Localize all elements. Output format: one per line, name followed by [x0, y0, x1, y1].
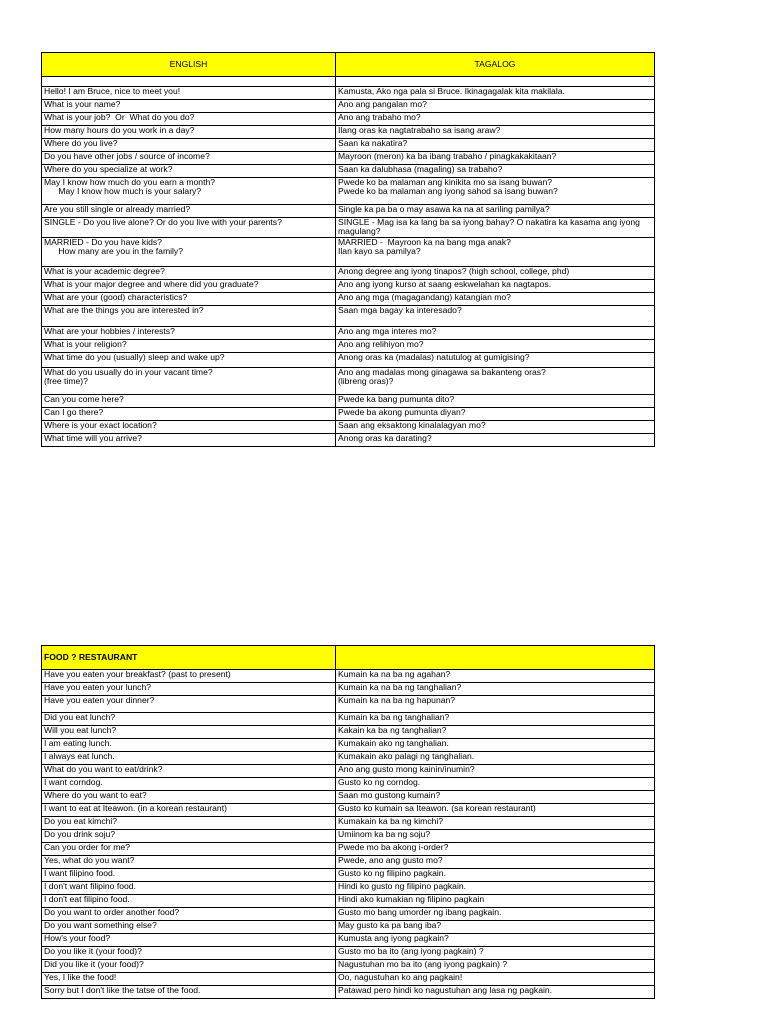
- table-row: [42, 367, 655, 394]
- tagalog-cell[interactable]: Hindi ko gusto ng filipino pagkain.: [336, 882, 655, 895]
- tagalog-cell[interactable]: Ano ang mga (magagandang) katangian mo?: [336, 292, 655, 305]
- tagalog-cell[interactable]: Ano ang iyong kurso at saang eskwelahan ka nagtapos.: [336, 279, 655, 292]
- tagalog-cell[interactable]: Ano ang relihiyon mo?: [336, 339, 655, 352]
- english-cell[interactable]: May I know how much do you earn a month? May I know how much is your salary?: [42, 178, 336, 205]
- table-row: [42, 947, 655, 960]
- table-row: [42, 113, 655, 126]
- tagalog-cell[interactable]: Hindi ako kumakian ng filipino pagkain: [336, 895, 655, 908]
- tagalog-cell[interactable]: Kumusta ang iyong pagkain?: [336, 934, 655, 947]
- english-cell[interactable]: Where is your exact location?: [42, 420, 336, 433]
- table-row: [42, 908, 655, 921]
- table-row: [42, 817, 655, 830]
- table-row: [42, 778, 655, 791]
- tagalog-cell[interactable]: Saan mga bagay ka interesado?: [336, 305, 655, 326]
- tagalog-cell[interactable]: Gusto ko kumain sa Iteawon. (sa korean restaurant): [336, 804, 655, 817]
- english-cell[interactable]: Hello! I am Bruce, nice to meet you!: [42, 87, 336, 100]
- english-cell[interactable]: Do you want to order another food?: [42, 908, 336, 921]
- table-row: [42, 352, 655, 367]
- english-cell[interactable]: I don't want filipino food.: [42, 882, 336, 895]
- header-row: [42, 646, 655, 670]
- english-cell[interactable]: What is your academic degree?: [42, 266, 336, 279]
- tagalog-cell[interactable]: Oo, nagustuhan ko ang pagkain!: [336, 973, 655, 986]
- english-cell[interactable]: Where do you live?: [42, 139, 336, 152]
- table-row: [42, 279, 655, 292]
- english-cell[interactable]: What is your religion?: [42, 339, 336, 352]
- table-row: [42, 973, 655, 986]
- english-cell[interactable]: What are your (good) characteristics?: [42, 292, 336, 305]
- english-cell[interactable]: Have you eaten your dinner?: [42, 696, 336, 713]
- english-cell[interactable]: Do you eat kimchi?: [42, 817, 336, 830]
- header-food-restaurant[interactable]: FOOD ? RESTAURANT: [42, 646, 336, 670]
- tagalog-cell[interactable]: Gusto ko ng filipino pagkain.: [336, 869, 655, 882]
- english-cell[interactable]: Will you eat lunch?: [42, 726, 336, 739]
- table-row: [42, 765, 655, 778]
- english-cell[interactable]: What do you usually do in your vacant time? (free time)?: [42, 367, 336, 394]
- table-row: [42, 670, 655, 683]
- table-row: [42, 407, 655, 420]
- english-cell[interactable]: What time will you arrive?: [42, 433, 336, 446]
- english-cell[interactable]: What are the things you are interested in?: [42, 305, 336, 326]
- english-cell[interactable]: What is your job? Or What do you do?: [42, 113, 336, 126]
- english-cell[interactable]: I want filipino food.: [42, 869, 336, 882]
- tagalog-cell[interactable]: Ano ang trabaho mo?: [336, 113, 655, 126]
- tagalog-cell[interactable]: Patawad pero hindi ko nagustuhan ang lasa ng pagkain.: [336, 986, 655, 999]
- tagalog-cell[interactable]: Kumain ka na ba ng tanghalian?: [336, 683, 655, 696]
- english-cell[interactable]: How's your food?: [42, 934, 336, 947]
- table-row: [42, 882, 655, 895]
- blank-cell[interactable]: [336, 77, 655, 87]
- table-row: [42, 791, 655, 804]
- table-row: [42, 87, 655, 100]
- english-cell[interactable]: I am eating lunch.: [42, 739, 336, 752]
- tagalog-cell[interactable]: Mayroon (meron) ka ba ibang trabaho / pinagkakakitaan?: [336, 152, 655, 165]
- english-cell[interactable]: Where do you specialize at work?: [42, 165, 336, 178]
- tagalog-cell[interactable]: Kumain ka na ba ng hapunan?: [336, 696, 655, 713]
- table-row: [42, 960, 655, 973]
- english-cell[interactable]: Have you eaten your lunch?: [42, 683, 336, 696]
- blank-cell[interactable]: [42, 77, 336, 87]
- table-row: [42, 986, 655, 999]
- table-row: [42, 266, 655, 279]
- english-cell[interactable]: Can you come here?: [42, 394, 336, 407]
- blank-row: [42, 77, 655, 87]
- tagalog-cell[interactable]: Anong degree ang iyong tinapos? (high school, college, phd): [336, 266, 655, 279]
- tagalog-cell[interactable]: Kumain ka na ba ng agahan?: [336, 670, 655, 683]
- table-row: [42, 237, 655, 266]
- tagalog-cell[interactable]: Pwede mo ba akong i-order?: [336, 843, 655, 856]
- tagalog-cell[interactable]: Ano ang gusto mong kainin/inumin?: [336, 765, 655, 778]
- tagalog-cell[interactable]: Nagustuhan mo ba ito (ang iyong pagkain) ?: [336, 960, 655, 973]
- english-cell[interactable]: What do you want to eat/drink?: [42, 765, 336, 778]
- header-tagalog[interactable]: TAGALOG: [336, 53, 655, 77]
- english-cell[interactable]: Are you still single or already married?: [42, 205, 336, 218]
- english-cell[interactable]: Where do you want to eat?: [42, 791, 336, 804]
- table-row: [42, 895, 655, 908]
- table-row: [42, 433, 655, 446]
- english-cell[interactable]: Did you eat lunch?: [42, 713, 336, 726]
- tagalog-cell[interactable]: Umiinom ka ba ng soju?: [336, 830, 655, 843]
- table-row: [42, 739, 655, 752]
- table-row: [42, 696, 655, 713]
- table-row: [42, 830, 655, 843]
- tagalog-cell[interactable]: May gusto ka pa bang iba?: [336, 921, 655, 934]
- english-cell[interactable]: Yes, what do you want?: [42, 856, 336, 869]
- english-cell[interactable]: Do you want something else?: [42, 921, 336, 934]
- header-row: [42, 53, 655, 77]
- table-row: [42, 326, 655, 339]
- tagalog-cell[interactable]: Pwede ka bang pumunta dito?: [336, 394, 655, 407]
- table-row: [42, 752, 655, 765]
- english-cell[interactable]: Do you have other jobs / source of income?: [42, 152, 336, 165]
- tagalog-cell[interactable]: Anong oras ka darating?: [336, 433, 655, 446]
- english-cell[interactable]: Can I go there?: [42, 407, 336, 420]
- table-row: [42, 305, 655, 326]
- header-blank[interactable]: [336, 646, 655, 670]
- english-cell[interactable]: I don't eat filipino food.: [42, 895, 336, 908]
- english-cell[interactable]: Did you like it (your food)?: [42, 960, 336, 973]
- table-row: [42, 139, 655, 152]
- table-row: [42, 178, 655, 205]
- english-cell[interactable]: SINGLE - Do you live alone? Or do you live with your parents?: [42, 218, 336, 238]
- tagalog-cell[interactable]: Pwede, ano ang gusto mo?: [336, 856, 655, 869]
- food-restaurant-phrase-table: [41, 645, 655, 999]
- tagalog-cell[interactable]: Ano ang mga interes mo?: [336, 326, 655, 339]
- tagalog-cell[interactable]: Pwede ba akong pumunta diyan?: [336, 407, 655, 420]
- table-row: [42, 100, 655, 113]
- tagalog-cell[interactable]: Kumain ka ba ng tanghalian?: [336, 713, 655, 726]
- tagalog-cell[interactable]: Saan mo gustong kumain?: [336, 791, 655, 804]
- tagalog-cell[interactable]: Saan ka nakatira?: [336, 139, 655, 152]
- table-row: [42, 292, 655, 305]
- english-cell[interactable]: Yes, I like the food!: [42, 973, 336, 986]
- table-row: [42, 339, 655, 352]
- tagalog-cell[interactable]: Kamusta, Ako nga pala si Bruce. Ikinagagalak kita makilala.: [336, 87, 655, 100]
- tagalog-cell[interactable]: Kakain ka ba ng tanghalian?: [336, 726, 655, 739]
- tagalog-cell[interactable]: Kumakain ako ng tanghalian.: [336, 739, 655, 752]
- header-english[interactable]: ENGLISH: [42, 53, 336, 77]
- tagalog-cell[interactable]: Ilang oras ka nagtatrabaho sa isang araw?: [336, 126, 655, 139]
- table-row: [42, 934, 655, 947]
- english-cell[interactable]: How many hours do you work in a day?: [42, 126, 336, 139]
- english-cell[interactable]: I always eat lunch.: [42, 752, 336, 765]
- english-cell[interactable]: What is your major degree and where did you graduate?: [42, 279, 336, 292]
- table-row: [42, 152, 655, 165]
- tagalog-cell[interactable]: Single ka pa ba o may asawa ka na at sariling pamilya?: [336, 205, 655, 218]
- english-cell[interactable]: MARRIED - Do you have kids? How many are you in the family?: [42, 237, 336, 266]
- table-row: [42, 205, 655, 218]
- english-cell[interactable]: What is your name?: [42, 100, 336, 113]
- english-cell[interactable]: What time do you (usually) sleep and wake up?: [42, 352, 336, 367]
- table-row: [42, 856, 655, 869]
- english-cell[interactable]: Do you like it (your food)?: [42, 947, 336, 960]
- tagalog-cell[interactable]: Kumakain ako palagi ng tanghalian.: [336, 752, 655, 765]
- table-row: [42, 843, 655, 856]
- english-tagalog-phrase-table: [41, 52, 655, 447]
- tagalog-cell[interactable]: Gusto mo bang umorder ng ibang pagkain.: [336, 908, 655, 921]
- tagalog-cell[interactable]: Saan ang eksaktong kinalalagyan mo?: [336, 420, 655, 433]
- tagalog-cell[interactable]: SINGLE - Mag isa ka lang ba sa iyong bahay? O nakatira ka kasama ang iyong magulang?: [336, 218, 655, 238]
- table-row: [42, 726, 655, 739]
- english-cell[interactable]: Do you drink soju?: [42, 830, 336, 843]
- table-row: [42, 921, 655, 934]
- tagalog-cell[interactable]: Pwede ko ba malaman ang kinikita mo sa isang buwan? Pwede ko ba malaman ang iyong sahod sa isang buwan?: [336, 178, 655, 205]
- tagalog-cell[interactable]: Gusto ko ng corndog.: [336, 778, 655, 791]
- english-cell[interactable]: What are your hobbies / interests?: [42, 326, 336, 339]
- table-row: [42, 713, 655, 726]
- table-row: [42, 126, 655, 139]
- table-row: [42, 420, 655, 433]
- table-row: [42, 804, 655, 817]
- english-cell[interactable]: Can you order for me?: [42, 843, 336, 856]
- tagalog-cell[interactable]: MARRIED - Mayroon ka na bang mga anak? Ilan kayo sa pamilya?: [336, 237, 655, 266]
- tagalog-cell[interactable]: Anong oras ka (madalas) natutulog at gumigising?: [336, 352, 655, 367]
- english-cell[interactable]: Have you eaten your breakfast? (past to present): [42, 670, 336, 683]
- english-cell[interactable]: I want corndog.: [42, 778, 336, 791]
- table-row: [42, 218, 655, 238]
- english-cell[interactable]: I want to eat at Iteawon. (in a korean restaurant): [42, 804, 336, 817]
- tagalog-cell[interactable]: Saan ka dalubhasa (magaling) sa trabaho?: [336, 165, 655, 178]
- tagalog-cell[interactable]: Ano ang pangalan mo?: [336, 100, 655, 113]
- english-cell[interactable]: Sorry but I don't like the tatse of the food.: [42, 986, 336, 999]
- table-row: [42, 869, 655, 882]
- table-row: [42, 394, 655, 407]
- tagalog-cell[interactable]: Ano ang madalas mong ginagawa sa bakanteng oras? (libreng oras)?: [336, 367, 655, 394]
- table-row: [42, 165, 655, 178]
- table-row: [42, 683, 655, 696]
- tagalog-cell[interactable]: Gusto mo ba ito (ang iyong pagkain) ?: [336, 947, 655, 960]
- tagalog-cell[interactable]: Kumakain ka ba ng kimchi?: [336, 817, 655, 830]
